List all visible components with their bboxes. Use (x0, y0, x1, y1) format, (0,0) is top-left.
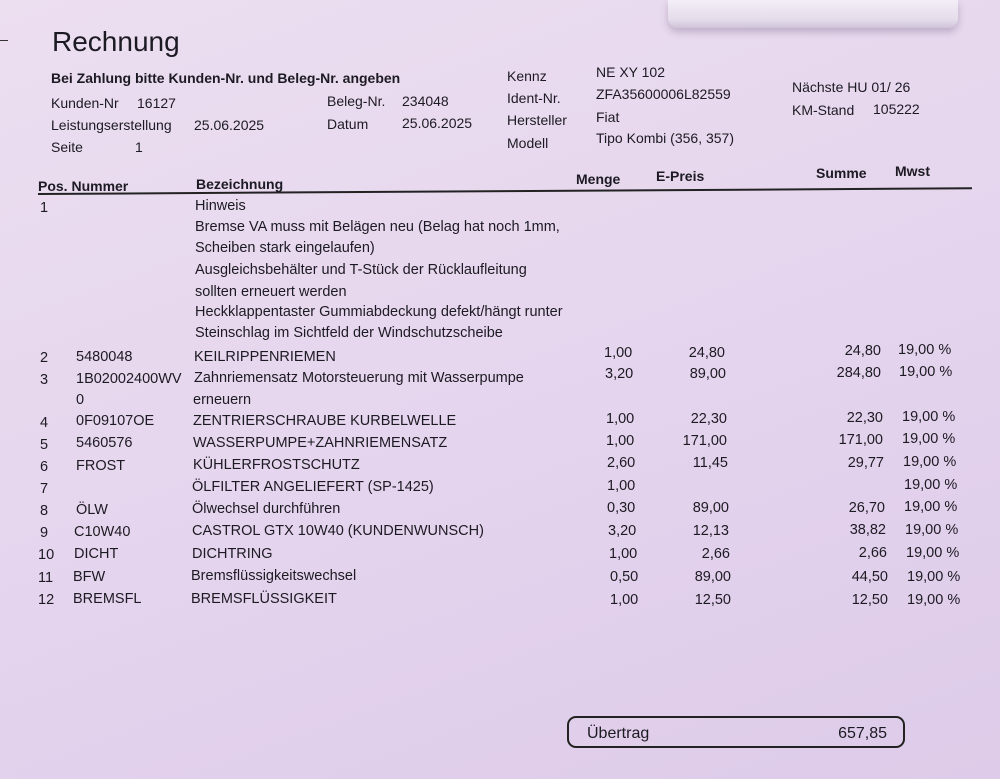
row-mwst: 19,00 % (907, 592, 961, 608)
row-menge: 2,60 (607, 455, 636, 471)
ident-label: Ident-Nr. (507, 90, 561, 106)
hint-line: Heckklappentaster Gummiabdeckung defekt/hängt runter (195, 304, 563, 320)
row-menge: 1,00 (610, 592, 639, 608)
row-bezeichnung: CASTROL GTX 10W40 (KUNDENWUNSCH) (192, 523, 484, 539)
row-bezeichnung: Bremsflüssigkeitswechsel (191, 568, 357, 584)
col-summe: Summe (816, 165, 867, 181)
row-mwst: 19,00 % (902, 409, 956, 425)
row-menge: 1,00 (606, 411, 635, 427)
row-summe: 38,82 (849, 522, 886, 538)
row-mwst: 19,00 % (902, 431, 956, 447)
uebertrag-value: 657,85 (838, 725, 887, 742)
row-mwst: 19,00 % (907, 569, 961, 585)
row-nummer: 5480048 (76, 349, 133, 365)
row-bezeichnung: BREMSFLÜSSIGKEIT (191, 591, 337, 607)
row-pos: 6 (40, 459, 49, 475)
row-pos: 3 (40, 372, 49, 388)
hersteller-label: Hersteller (507, 112, 567, 128)
row-pos: 8 (40, 503, 49, 519)
row-menge: 1,00 (607, 478, 636, 494)
row-mwst: 19,00 % (905, 522, 959, 538)
kennz-label: Kennz (507, 68, 547, 84)
datum-label: Datum (327, 116, 369, 132)
row-summe: 284,80 (836, 365, 881, 381)
modell-label: Modell (507, 135, 549, 151)
row-menge: 1,00 (609, 546, 638, 562)
row-menge: 3,20 (608, 523, 637, 539)
seite-label: Seite (51, 139, 83, 155)
row-menge: 0,30 (607, 500, 636, 516)
row-summe: 26,70 (848, 500, 885, 516)
row-mwst: 19,00 % (903, 454, 957, 470)
hint-pos: 1 (40, 200, 49, 216)
row-summe: 171,00 (838, 432, 883, 448)
page-title: Rechnung (52, 26, 180, 57)
kunden-nr-label: Kunden-Nr (51, 95, 119, 111)
hint-line: Ausgleichsbehälter und T-Stück der Rücklaufleitung (195, 262, 527, 278)
row-nummer: C10W40 (74, 524, 131, 540)
row-pos: 12 (38, 592, 55, 608)
uebertrag-label: Übertrag (587, 725, 650, 742)
row-nummer: 5460576 (76, 435, 133, 451)
row-pos: 9 (40, 525, 49, 541)
row-pos: 4 (40, 415, 49, 431)
header-rule (38, 187, 972, 195)
row-mwst: 19,00 % (898, 342, 952, 358)
row-bezeichnung: DICHTRING (192, 546, 273, 562)
col-menge: Menge (576, 171, 621, 187)
row-summe: 2,66 (858, 545, 887, 561)
row-summe: 29,77 (847, 455, 884, 471)
km-label: KM-Stand (792, 102, 855, 118)
hint-line: Hinweis (195, 198, 246, 214)
row-bezeichnung: Ölwechsel durchführen (192, 501, 341, 517)
col-mwst: Mwst (895, 163, 930, 179)
row-pos: 11 (38, 570, 54, 586)
leistung-label: Leistungserstellung (51, 117, 172, 133)
beleg-value: 234048 (402, 93, 449, 109)
col-epreis: E-Preis (656, 168, 705, 184)
row-epreis: 171,00 (682, 433, 727, 449)
row-mwst: 19,00 % (899, 364, 953, 380)
row-epreis: 24,80 (688, 345, 725, 361)
row-epreis: 22,30 (690, 411, 727, 427)
row-menge: 1,00 (604, 345, 633, 361)
row-summe: 12,50 (851, 592, 888, 608)
hu-date: Nächste HU 01/ 26 (792, 79, 911, 95)
row-bezeichnung: KÜHLERFROSTSCHUTZ (193, 457, 360, 473)
row-pos: 10 (38, 547, 55, 563)
row-epreis: 11,45 (692, 455, 728, 471)
modell-value: Tipo Kombi (356, 357) (596, 130, 734, 146)
payment-notice: Bei Zahlung bitte Kunden-Nr. und Beleg-Nr. angeben (51, 70, 401, 86)
row-mwst: 19,00 % (906, 545, 960, 561)
row-bezeichnung: Zahnriemensatz Motorsteuerung mit Wasserpumpe (194, 370, 524, 386)
row-bezeichnung: WASSERPUMPE+ZAHNRIEMENSATZ (193, 435, 448, 451)
row-bezeichnung: ZENTRIERSCHRAUBE KURBELWELLE (193, 413, 457, 429)
row-summe: 24,80 (844, 343, 881, 359)
hersteller-value: Fiat (596, 109, 620, 125)
row-epreis: 89,00 (692, 500, 729, 516)
row-nummer: BREMSFL (73, 591, 142, 607)
row-mwst: 19,00 % (904, 499, 958, 515)
hint-line: Bremse VA muss mit Belägen neu (Belag hat noch 1mm, (195, 219, 560, 235)
row-menge: 3,20 (605, 366, 634, 382)
leistung-value: 25.06.2025 (194, 117, 265, 133)
col-bezeichnung: Bezeichnung (196, 176, 284, 192)
datum-value: 25.06.2025 (402, 115, 473, 131)
row-epreis: 12,50 (694, 592, 731, 608)
row-pos: 2 (40, 350, 49, 366)
seite-value: 1 (135, 139, 143, 155)
row-nummer: 0F09107OE (76, 413, 155, 429)
row-mwst: 19,00 % (904, 477, 958, 493)
kunden-nr-value: 16127 (137, 95, 176, 111)
uebertrag-box (567, 716, 905, 748)
row-nummer: ÖLW (76, 502, 108, 518)
row-bezeichnung: KEILRIPPENRIEMEN (194, 349, 336, 365)
col-pos-nummer: Pos. Nummer (38, 178, 129, 194)
edge-mark (0, 40, 8, 41)
row-epreis: 89,00 (694, 569, 731, 585)
ident-value: ZFA35600006L82559 (596, 86, 731, 102)
row-nummer: 0 (76, 392, 85, 408)
row-menge: 0,50 (610, 569, 639, 585)
row-pos: 7 (40, 481, 49, 497)
row-nummer: 1B02002400WV (76, 371, 182, 387)
row-epreis: 2,66 (701, 546, 730, 562)
hint-line: Steinschlag im Sichtfeld der Windschutzscheibe (195, 325, 503, 341)
row-bezeichnung: ÖLFILTER ANGELIEFERT (SP-1425) (192, 479, 434, 495)
beleg-label: Beleg-Nr. (327, 93, 386, 109)
row-nummer: BFW (73, 569, 106, 585)
row-summe: 44,50 (851, 569, 888, 585)
paper-clip-tab (668, 0, 958, 28)
km-value: 105222 (873, 101, 920, 117)
row-nummer: DICHT (74, 546, 119, 562)
kennz-value: NE XY 102 (596, 64, 666, 80)
row-summe: 22,30 (846, 410, 883, 426)
row-menge: 1,00 (606, 433, 635, 449)
hint-line: Scheiben stark eingelaufen) (195, 240, 375, 256)
row-nummer: FROST (76, 458, 126, 474)
row-epreis: 89,00 (689, 366, 726, 382)
row-epreis: 12,13 (692, 523, 729, 539)
row-bezeichnung: erneuern (193, 392, 252, 408)
hint-line: sollten erneuert werden (195, 284, 347, 300)
row-pos: 5 (40, 437, 49, 453)
